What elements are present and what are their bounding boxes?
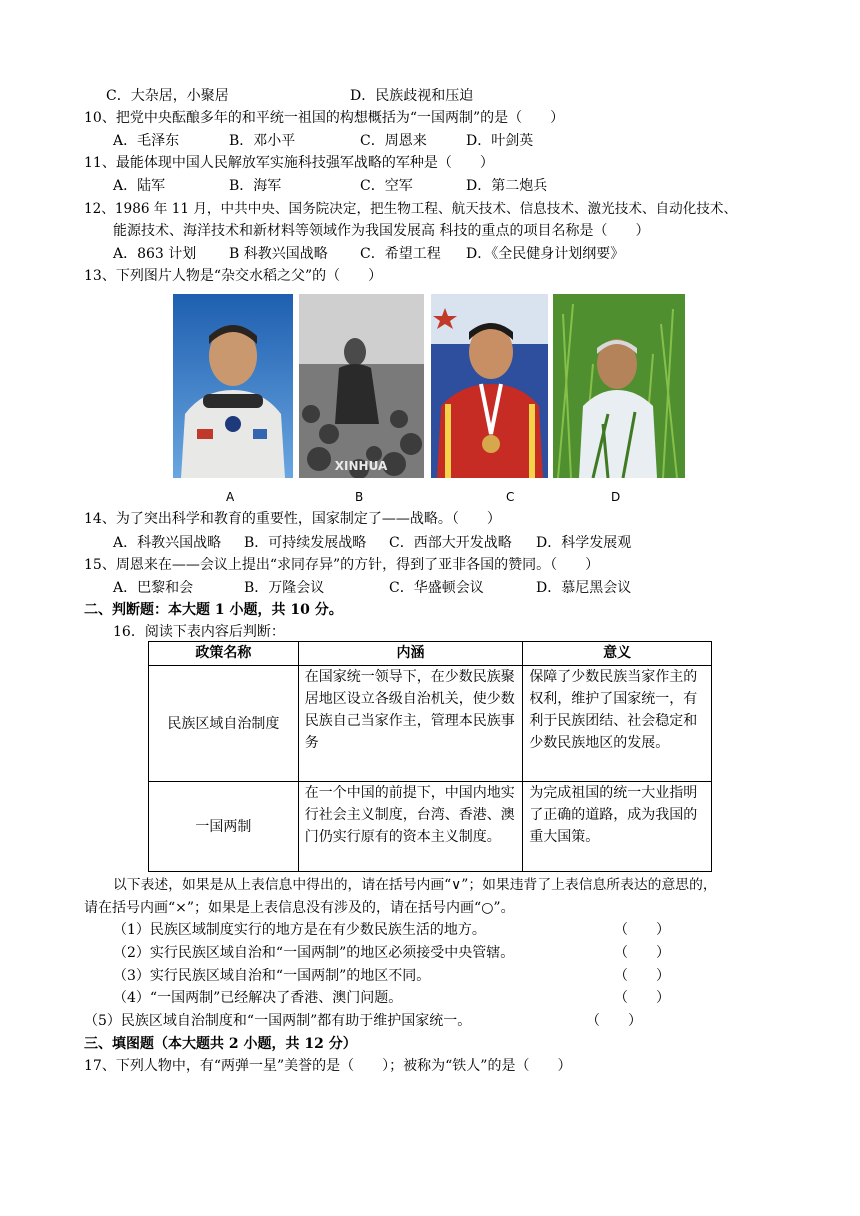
- answer-paren-5[interactable]: （ ）: [586, 1013, 642, 1029]
- q10-option-a: A．毛泽东: [113, 133, 180, 149]
- photo-athlete-medal: [431, 294, 548, 478]
- q12-option-a: A．863 计划: [113, 246, 197, 262]
- q9-option-c: C．大杂居，小聚居: [106, 88, 229, 104]
- table-row: [149, 782, 712, 872]
- section-3-heading: 三、填图题（本大题共 2 小题，共 12 分）: [84, 1036, 357, 1052]
- q10-stem: 10、把党中央酝酿多年的和平统一祖国的构想概括为“一国两制”的是（ ）: [84, 110, 565, 126]
- q14-option-a: A．科教兴国战略: [113, 535, 222, 551]
- q15-option-d: D．慕尼黑会议: [536, 580, 632, 596]
- q15-option-a: A．巴黎和会: [113, 580, 194, 596]
- q12-stem-line2: 能源技术、海洋技术和新材料等领域作为我国发展高 科技的重点的项目名称是（ ）: [113, 223, 650, 239]
- q14-option-c: C．西部大开发战略: [389, 535, 512, 551]
- q11-option-c: C．空军: [360, 178, 413, 194]
- answer-paren-1[interactable]: （ ）: [614, 922, 670, 938]
- table-row: [149, 666, 712, 782]
- q12-option-c: C．希望工程: [360, 246, 441, 262]
- section-2-heading: 二、判断题：本大题 1 小题，共 10 分。: [84, 602, 343, 618]
- q16-instruction-2: 请在括号内画“×”；如果是上表信息没有涉及的，请在括号内画“○”。: [84, 900, 515, 916]
- q10-option-c: C．周恩来: [360, 133, 427, 149]
- photo-caption-d: D: [611, 490, 621, 504]
- cell-significance: 保障了少数民族当家作主的权利，维护了国家统一，有利于民族团结、社会稳定和少数民族地区的发展。: [523, 666, 712, 782]
- photo-watermark: XINHUA: [334, 459, 388, 473]
- header-meaning: 内涵: [298, 642, 523, 666]
- photo-rice-field: [553, 294, 685, 478]
- table-header-row: [149, 642, 712, 666]
- q16-instruction-1: 以下表述，如果是从上表信息中得出的，请在括号内画“∨”；如果违背了上表信息所表达的意思的，: [113, 877, 717, 893]
- q16-intro: 16．阅读下表内容后判断：: [113, 624, 285, 640]
- q15-option-b: B．万隆会议: [244, 580, 325, 596]
- judge-item-5: （5）民族区域自治制度和“一国两制”都有助于维护国家统一。: [84, 1013, 472, 1029]
- q15-option-c: C．华盛顿会议: [389, 580, 484, 596]
- cell-policy-name: 一国两制: [149, 782, 299, 872]
- answer-paren-4[interactable]: （ ）: [614, 990, 670, 1006]
- q9-option-d: D．民族歧视和压迫: [350, 88, 474, 104]
- cell-meaning: 在国家统一领导下，在少数民族聚居地区设立各级自治机关，使少数民族自己当家作主，管理本民族事务: [298, 666, 523, 782]
- judge-item-2: （2）实行民族区域自治和“一国两制”的地区必须接受中央管辖。: [113, 945, 515, 961]
- judge-item-4: （4）“一国两制”已经解决了香港、澳门问题。: [113, 990, 403, 1006]
- q11-option-a: A．陆军: [113, 178, 166, 194]
- q14-option-d: D．科学发展观: [536, 535, 632, 551]
- photo-caption-a: A: [226, 490, 235, 504]
- q12-option-d: D．《全民健身计划纲要》: [466, 246, 625, 262]
- q13-stem: 13、下列图片人物是“杂交水稻之父”的（ ）: [84, 268, 383, 284]
- photo-astronaut: [173, 294, 293, 478]
- judge-item-1: （1）民族区域制度实行的地方是在有少数民族生活的地方。: [113, 922, 486, 938]
- photo-field-worker-bw: [299, 294, 424, 478]
- q10-option-b: B．邓小平: [229, 133, 296, 149]
- cell-meaning: 在一个中国的前提下，中国内地实行社会主义制度，台湾、香港、澳门仍实行原有的资本主义制度。: [298, 782, 523, 872]
- cell-significance: 为完成祖国的统一大业指明了正确的道路，成为我国的重大国策。: [523, 782, 712, 872]
- cell-policy-name: 民族区域自治制度: [149, 666, 299, 782]
- q11-option-b: B．海军: [229, 178, 282, 194]
- q12-stem-line1: 12、1986 年 11 月，中共中央、国务院决定，把生物工程、航天技术、信息技术、激光技术、自动化技术、: [84, 201, 738, 217]
- judge-item-3: （3）实行民族区域自治和“一国两制”的地区不同。: [113, 968, 431, 984]
- q14-option-b: B．可持续发展战略: [244, 535, 367, 551]
- answer-paren-3[interactable]: （ ）: [614, 968, 670, 984]
- answer-paren-2[interactable]: （ ）: [614, 945, 670, 961]
- q15-stem: 15、周恩来在——会议上提出“求同存异”的方针，得到了亚非各国的赞同。（ ）: [84, 557, 600, 573]
- q12-option-b: B 科教兴国战略: [229, 246, 328, 262]
- q11-option-d: D．第二炮兵: [466, 178, 548, 194]
- photo-caption-c: C: [506, 490, 515, 504]
- header-significance: 意义: [523, 642, 712, 666]
- q10-option-d: D．叶剑英: [466, 133, 534, 149]
- q17-stem: 17、下列人物中，有“两弹一星”美誉的是（ ）；被称为“铁人”的是（ ）: [84, 1058, 572, 1074]
- header-policy-name: 政策名称: [149, 642, 299, 666]
- q11-stem: 11、最能体现中国人民解放军实施科技强军战略的军种是（ ）: [84, 155, 494, 171]
- q14-stem: 14、为了突出科学和教育的重要性，国家制定了——战略。（ ）: [84, 511, 501, 527]
- policy-table: [148, 641, 712, 872]
- photo-caption-b: B: [355, 490, 364, 504]
